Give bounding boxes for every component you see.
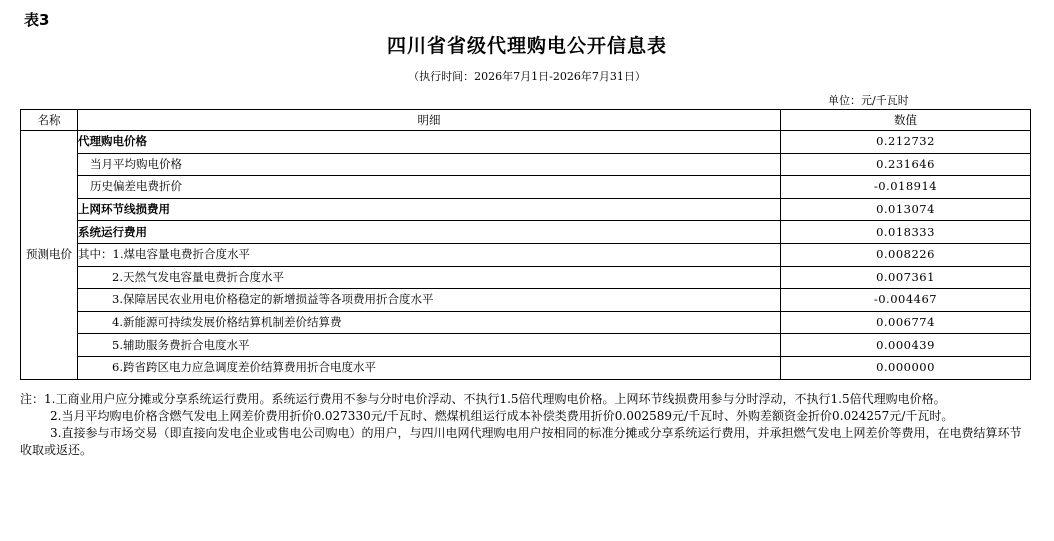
table-row: [21, 266, 1031, 289]
note-2: 2.当月平均购电价格含燃气发电上网差价费用折价0.027330元/千瓦时、燃煤机组运行成本补偿类费用折价0.002589元/千瓦时、外购差额资金折价0.024257元/千瓦时。: [50, 409, 954, 423]
note-3: 3.直接参与市场交易（即直接向发电企业或售电公司购电）的用户，与四川电网代理购电用户按相同的标准分摊或分享系统运行费用，并承担燃气发电上网差价等费用，在电费结算环节收取或返还。: [20, 426, 1022, 457]
row-label: 当月平均购电价格: [78, 153, 781, 176]
row-value: 0.013074: [781, 198, 1031, 221]
row-value: 0.018333: [781, 221, 1031, 244]
row-value: 0.212732: [781, 131, 1031, 154]
table-number-label: 表3: [24, 11, 50, 29]
row-value: 0.000439: [781, 334, 1031, 357]
row-value: -0.018914: [781, 176, 1031, 199]
notes-section: [20, 391, 1028, 459]
table-header-row: [21, 110, 1031, 131]
column-header-value: 数值: [781, 110, 1031, 131]
page-title: 四川省省级代理购电公开信息表: [386, 35, 667, 57]
row-label: 历史偏差电费折价: [78, 176, 781, 199]
table-row: [21, 131, 1031, 154]
row-value: -0.004467: [781, 289, 1031, 312]
table-row: [21, 198, 1031, 221]
row-value: 0.000000: [781, 356, 1031, 379]
row-label: 3.保障居民农业用电价格稳定的新增损益等各项费用折合度水平: [78, 289, 781, 312]
row-value: 0.008226: [781, 243, 1031, 266]
row-label: 代理购电价格: [78, 131, 781, 154]
category-cell: 预测电价: [21, 131, 78, 380]
table-row: [21, 289, 1031, 312]
unit-label: 单位：元/千瓦时: [828, 94, 909, 107]
row-value: 0.006774: [781, 311, 1031, 334]
table-row: [21, 243, 1031, 266]
table-row: [21, 153, 1031, 176]
row-label: 2.天然气发电容量电费折合度水平: [78, 266, 781, 289]
note-1: 注：1.工商业用户应分摊或分享系统运行费用。系统运行费用不参与分时电价浮动、不执行1.5倍代理购电价格。上网环节线损费用参与分时浮动，不执行1.5倍代理购电价格。: [20, 392, 946, 406]
row-value: 0.231646: [781, 153, 1031, 176]
column-header-detail: 明细: [78, 110, 781, 131]
table-row: [21, 311, 1031, 334]
table-row: [21, 356, 1031, 379]
row-value: 0.007361: [781, 266, 1031, 289]
row-label: 4.新能源可持续发展价格结算机制差价结算费: [78, 311, 781, 334]
price-table: [20, 109, 1031, 380]
column-header-name: 名称: [21, 110, 78, 131]
row-label: 6.跨省跨区电力应急调度差价结算费用折合电度水平: [78, 356, 781, 379]
execution-period: （执行时间：2026年7月1日-2026年7月31日）: [408, 70, 646, 83]
table-row: [21, 176, 1031, 199]
row-label: 其中：1.煤电容量电费折合度水平: [78, 243, 781, 266]
table-row: [21, 334, 1031, 357]
table-row: [21, 221, 1031, 244]
row-label: 上网环节线损费用: [78, 198, 781, 221]
row-label: 系统运行费用: [78, 221, 781, 244]
row-label: 5.辅助服务费折合电度水平: [78, 334, 781, 357]
